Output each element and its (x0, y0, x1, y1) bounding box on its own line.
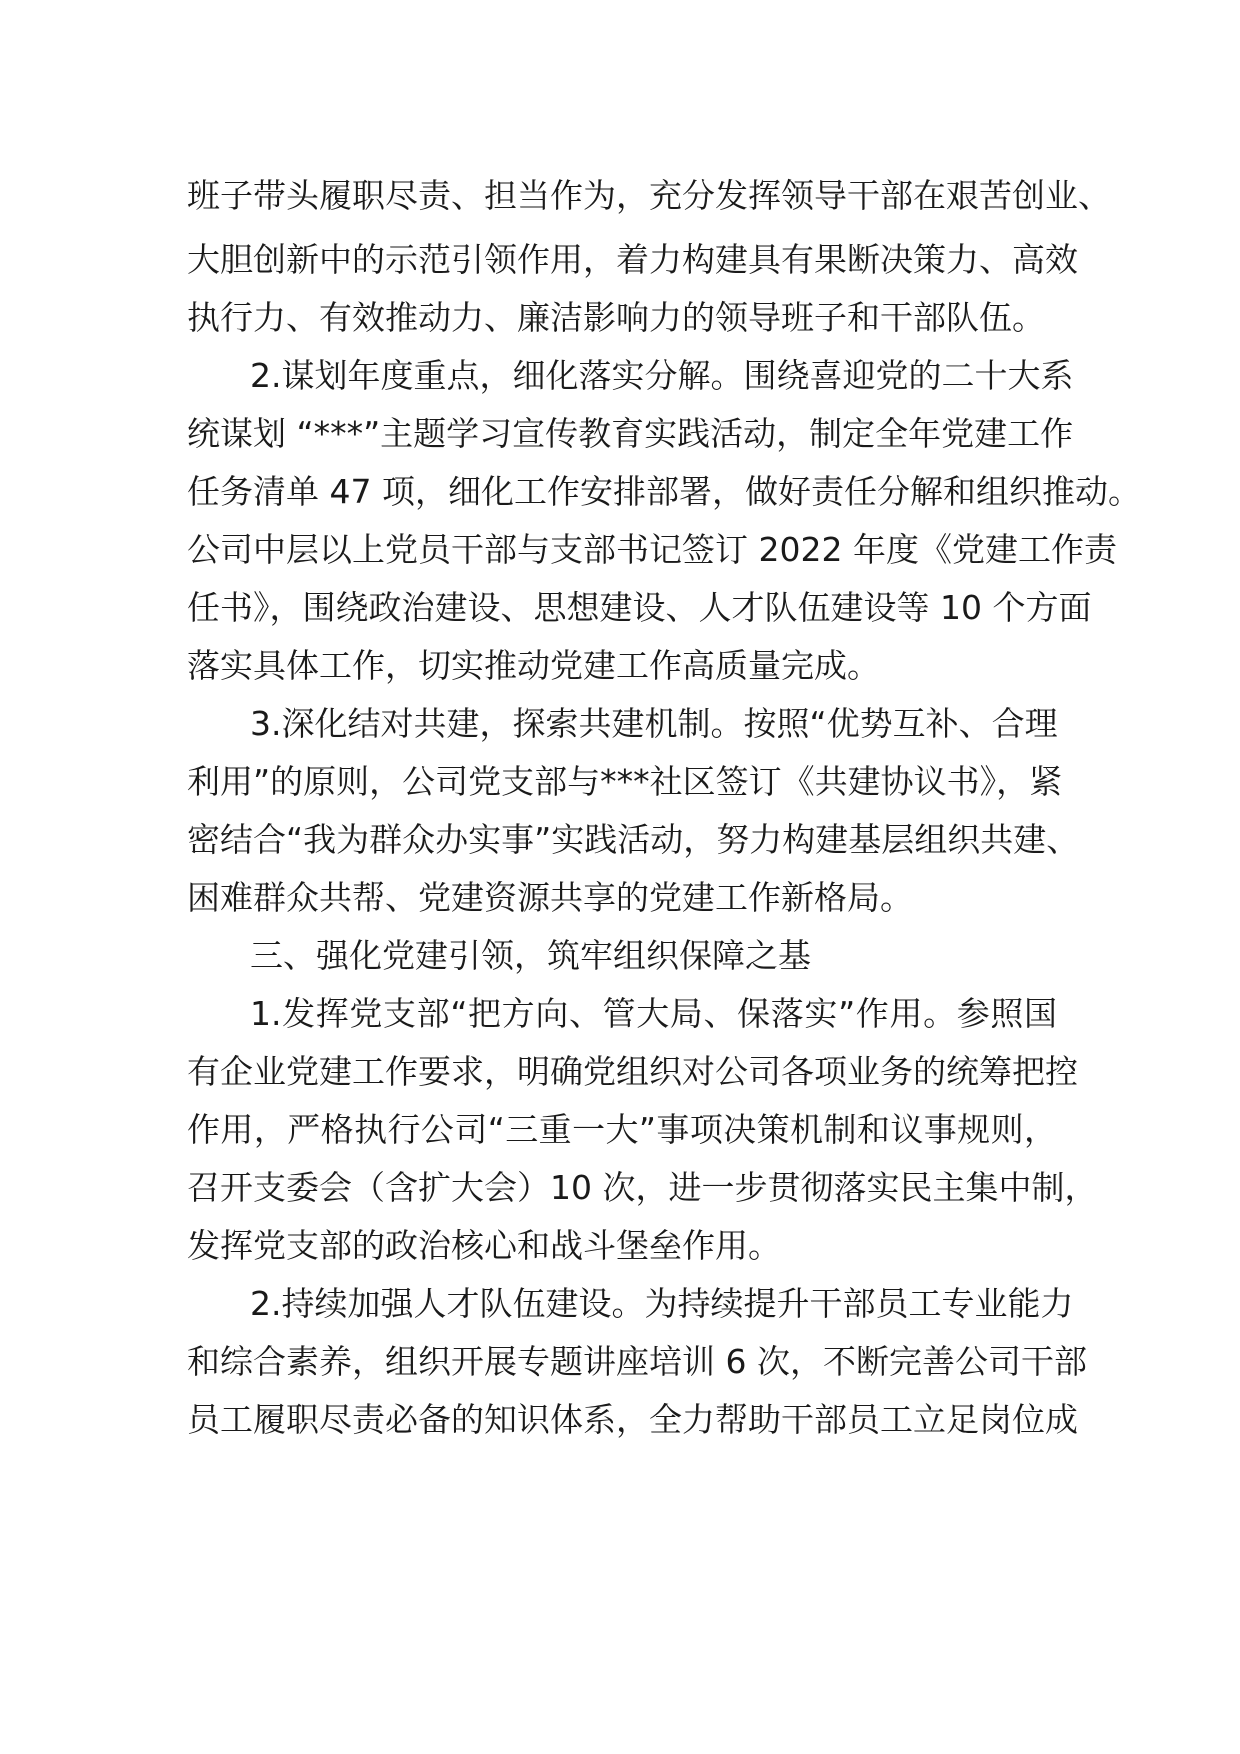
text-line: 落实具体工作，切实推动党建工作高质量完成。 (187, 646, 880, 685)
text-line: 任书》，围绕政治建设、思想建设、人才队伍建设等 10 个方面 (187, 588, 1092, 627)
paragraph-first-line: 2.持续加强人才队伍建设。为持续提升干部员工专业能力 (250, 1284, 1074, 1323)
text-line: 大胆创新中的示范引领作用，着力构建具有果断决策力、高效 (187, 240, 1078, 279)
section-heading: 三、强化党建引领，筑牢组织保障之基 (250, 936, 811, 975)
text-line: 利用”的原则，公司党支部与***社区签订《共建协议书》，紧 (187, 762, 1063, 801)
text-line: 和综合素养，组织开展专题讲座培训 6 次，不断完善公司干部 (187, 1342, 1087, 1381)
text-line: 任务清单 47 项，细化工作安排部署，做好责任分解和组织推动。 (187, 472, 1141, 511)
text-line: 作用，严格执行公司“三重一大”事项决策机制和议事规则， (187, 1110, 1057, 1149)
text-line: 班子带头履职尽责、担当作为，充分发挥领导干部在艰苦创业、 (187, 176, 1111, 215)
text-line: 公司中层以上党员干部与支部书记签订 2022 年度《党建工作责 (187, 530, 1117, 569)
text-line: 困难群众共帮、党建资源共享的党建工作新格局。 (187, 878, 913, 917)
text-line: 员工履职尽责必备的知识体系，全力帮助干部员工立足岗位成 (187, 1400, 1078, 1439)
paragraph-first-line: 3.深化结对共建，探索共建机制。按照“优势互补、合理 (250, 704, 1058, 743)
text-line: 召开支委会（含扩大会）10 次，进一步贯彻落实民主集中制， (187, 1168, 1098, 1207)
text-line: 有企业党建工作要求，明确党组织对公司各项业务的统筹把控 (187, 1052, 1078, 1091)
text-line: 密结合“我为群众办实事”实践活动，努力构建基层组织共建、 (187, 820, 1080, 859)
text-line: 统谋划 “***”主题学习宣传教育实践活动，制定全年党建工作 (187, 414, 1074, 453)
text-line: 执行力、有效推动力、廉洁影响力的领导班子和干部队伍。 (187, 298, 1045, 337)
text-line: 发挥党支部的政治核心和战斗堡垒作用。 (187, 1226, 781, 1265)
paragraph-first-line: 1.发挥党支部“把方向、管大局、保落实”作用。参照国 (250, 994, 1057, 1033)
paragraph-first-line: 2.谋划年度重点，细化落实分解。围绕喜迎党的二十大系 (250, 356, 1074, 395)
